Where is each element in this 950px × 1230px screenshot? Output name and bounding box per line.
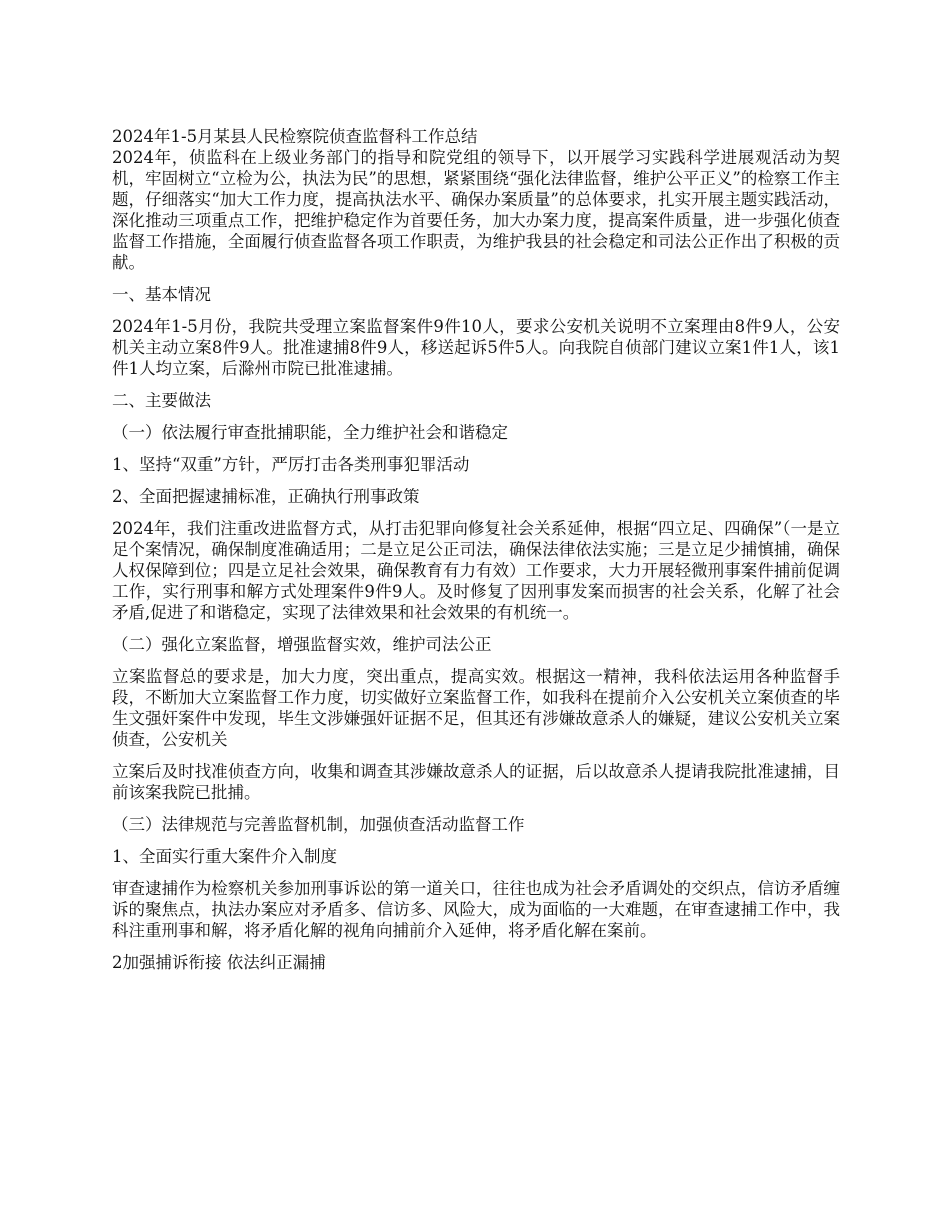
section-heading-basic-situation: 一、基本情况: [112, 285, 211, 304]
item-heading-3-1: 1、全面实行重大案件介入制度: [112, 847, 337, 866]
section-heading-main-practices: 二、主要做法: [112, 391, 211, 410]
item-heading-1-1: 1、坚持“双重”方针，严厉打击各类刑事犯罪活动: [112, 455, 470, 474]
intro-paragraph: 2024年，侦监科在上级业务部门的指导和院党组的领导下，以开展学习实践科学进展观活动为契机，牢固树立“立检为公，执法为民”的思想，紧紧围绕“强化法律监督，维护公平正义”的检察工作主题，仔细落实“加大工作力度，提高执法水平、确保办案质量”的总体要求，扎实开展主题实践活动，深化推动三项重点工作，把维护稳定作为首要任务，加大办案力度，提高案件质量，进一步强化侦查监督工作措施，全面履行侦查监督各项工作职责，为维护我县的社会稳定和司法公正作出了积极的贡献。: [112, 148, 840, 272]
item-heading-1-2: 2、全面把握逮捕标准，正确执行刑事政策: [112, 487, 420, 506]
subsection-heading-3: （三）法律规范与完善监督机制，加强侦查活动监督工作: [112, 815, 525, 834]
case-supervision-paragraph-continued: 立案后及时找准侦查方向，收集和调查其涉嫌故意杀人的证据，后以故意杀人提请我院批准逮捕，目前该案我院已批捕。: [112, 762, 840, 802]
subsection-heading-1: （一）依法履行审查批捕职能，全力维护社会和谐稳定: [112, 423, 508, 442]
document-title: 2024年1-5月某县人民检察院侦查监督科工作总结: [112, 127, 478, 146]
document-page: [112, 126, 840, 984]
item-heading-3-2: 2加强捕诉衔接 依法纠正漏捕: [112, 953, 326, 972]
basic-situation-paragraph: 2024年1-5月份，我院共受理立案监督案件9件10人，要求公安机关说明不立案理由8件9人，公安机关主动立案8件9人。批准逮捕8件9人，移送起诉5件5人。向我院自侦部门建议立案1件1人，该1件1人均立案，后滁州市院已批准逮捕。: [112, 317, 840, 378]
policy-paragraph: 2024年，我们注重改进监督方式，从打击犯罪向修复社会关系延伸，根据“四立足、四确保”（一是立足个案情况，确保制度准确适用；二是立足公正司法，确保法律依法实施；三是立足少捕慎捕，确保人权保障到位；四是立足社会效果，确保教育有力有效）工作要求，大力开展轻微刑事案件捕前促调工作，实行刑事和解方式处理案件9件9人。及时修复了因刑事发案而损害的社会关系，化解了社会矛盾,促进了和谐稳定，实现了法律效果和社会效果的有机统一。: [112, 519, 840, 622]
subsection-heading-2: （二）强化立案监督，增强监督实效，维护司法公正: [112, 635, 492, 654]
case-supervision-paragraph: 立案监督总的要求是，加大力度，突出重点，提高实效。根据这一精神，我科依法运用各种监督手段，不断加大立案监督工作力度，切实做好立案监督工作，如我科在提前介入公安机关立案侦查的毕生文强奸案件中发现，毕生文涉嫌强奸证据不足，但其还有涉嫌故意杀人的嫌疑，建议公安机关立案侦查，公安机关: [112, 667, 840, 749]
review-arrest-paragraph: 审查逮捕作为检察机关参加刑事诉讼的第一道关口，往往也成为社会矛盾调处的交织点，信访矛盾缠诉的聚焦点，执法办案应对矛盾多、信访多、风险大，成为面临的一大难题，在审查逮捕工作中，我科注重刑事和解，将矛盾化解的视角向捕前介入延伸，将矛盾化解在案前。: [112, 879, 840, 940]
